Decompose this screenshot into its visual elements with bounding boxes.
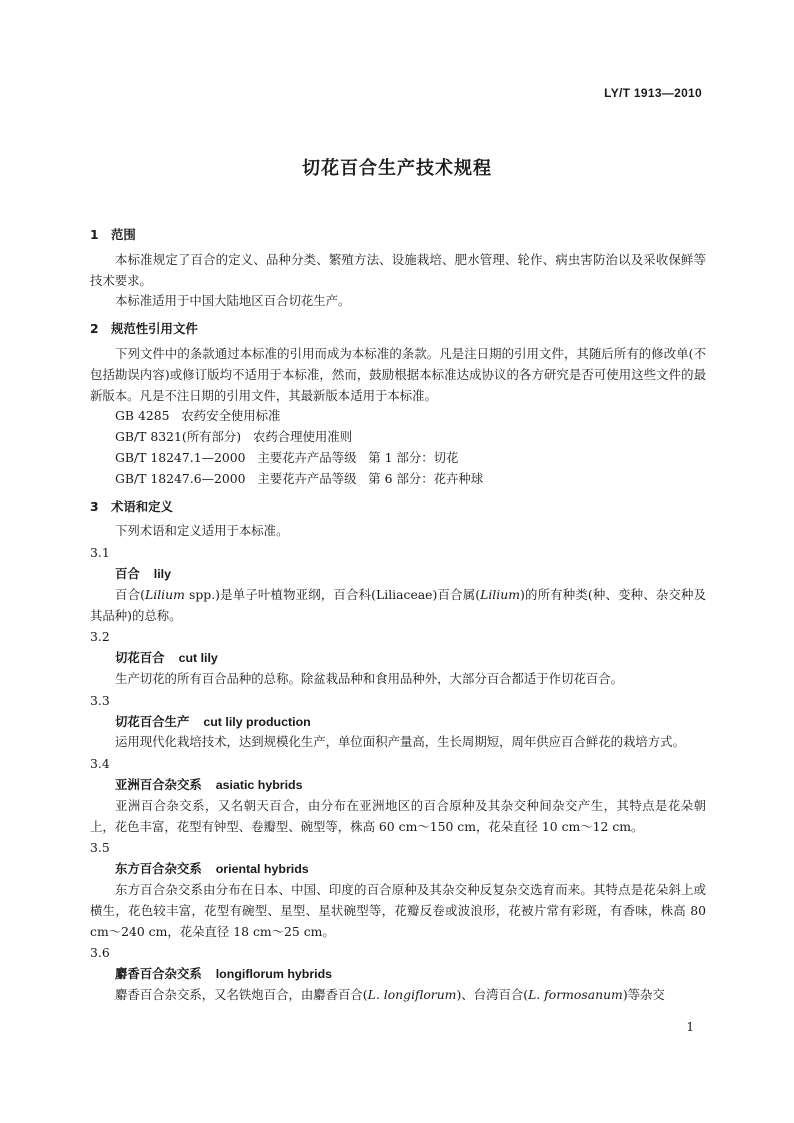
section-heading	[90, 225, 706, 246]
term-heading	[90, 648, 706, 669]
page-number: 1	[686, 1020, 694, 1034]
term-zh: 东方百合杂交系	[115, 861, 202, 877]
term-definition: 运用现代化栽培技术，达到规模化生产，单位面积产量高，生长周期短，周年供应百合鲜花的栽培方式。	[115, 734, 685, 750]
term-zh: 切花百合	[115, 650, 165, 666]
section-title: 术语和定义	[111, 498, 173, 514]
latin-name: Lilium	[480, 586, 520, 602]
term-definition: 麝香百合杂交系，又名铁炮百合，由麝香百合(L. longiflorum)、台湾百合(L. formosanum)等杂交	[115, 986, 665, 1002]
paragraph: 下列术语和定义适用于本标准。	[115, 523, 289, 539]
section-title: 范围	[111, 227, 136, 242]
document-title: 切花百合生产技术规程	[302, 158, 492, 179]
term-definition: 亚洲百合杂交系，又名朝天百合，由分布在亚洲地区的百合原种及其杂交种间杂交产生，其特点是花朵朝上，花色丰富，花型有钟型、卷瓣型、碗型等，株高 60 cm～150 cm，花朵直径 10 cm～12 cm。	[90, 797, 706, 834]
latin-name: L. longiflorum	[367, 986, 457, 1002]
latin-name: L. formosanum	[528, 986, 623, 1002]
reference-item: GB/T 18247.1—2000 主要花卉产品等级 第 1 部分：切花	[115, 449, 459, 465]
term-en: cut lily	[178, 651, 218, 666]
term-zh: 切花百合生产	[115, 713, 190, 729]
term-heading	[90, 964, 706, 985]
standard-code: LY/T 1913—2010	[604, 86, 702, 100]
term-en: cut lily production	[203, 714, 311, 729]
section-heading	[90, 497, 706, 518]
term-en: longiflorum hybrids	[215, 967, 333, 982]
section-title: 规范性引用文件	[111, 321, 198, 337]
clause-number: 3.2	[90, 629, 110, 645]
term-zh: 亚洲百合杂交系	[115, 776, 202, 792]
clause-number: 3.5	[90, 840, 110, 856]
paragraph: 本标准规定了百合的定义、品种分类、繁殖方法、设施栽培、肥水管理、轮作、病虫害防治以及采收保鲜等技术要求。	[90, 251, 706, 288]
term-heading	[90, 564, 706, 585]
term-definition: 百合(Lilium spp.)是单子叶植物亚纲，百合科(Liliaceae)百合属(Lilium)的所有种类(种、变种、杂交种及其品种)的总称。	[90, 586, 706, 623]
clause-number: 3.6	[90, 945, 110, 961]
term-definition: 东方百合杂交系由分布在日本、中国、印度的百合原种及其杂交种反复杂交选育而来。其特点是花朵斜上或横生，花色较丰富，花型有碗型、星型、星状碗型等，花瓣反卷或波浪形，花被片常有彩斑，有香味，株高 80 cm～240 cm，花朵直径 18 cm～25 cm。	[90, 881, 706, 939]
term-definition: 生产切花的所有百合品种的总称。除盆栽品种和食用品种外，大部分百合都适于作切花百合。	[115, 670, 624, 686]
clause-number: 3.3	[90, 692, 110, 708]
term-zh: 百合	[115, 565, 140, 581]
section-number: 1	[90, 227, 99, 242]
reference-item: GB 4285 农药安全使用标准	[115, 408, 281, 424]
section-number: 3	[90, 498, 99, 514]
term-zh: 麝香百合杂交系	[115, 966, 202, 982]
reference-item: GB/T 18247.6—2000 主要花卉产品等级 第 6 部分：花卉种球	[115, 470, 484, 486]
paragraph: 本标准适用于中国大陆地区百合切花生产。	[115, 293, 351, 309]
document-body	[90, 218, 706, 1006]
section-heading	[90, 319, 706, 340]
reference-item: GB/T 8321(所有部分) 农药合理使用准则	[115, 429, 353, 445]
latin-name: Lilium	[145, 586, 185, 602]
term-heading	[90, 712, 706, 733]
paragraph: 下列文件中的条款通过本标准的引用而成为本标准的条款。凡是注日期的引用文件，其随后所有的修改单(不包括勘误内容)或修订版均不适用于本标准，然而，鼓励根据本标准达成协议的各方研究是否可使用这些文件的最新版本。凡是不注日期的引用文件，其最新版本适用于本标准。	[90, 345, 706, 403]
term-en: lily	[153, 566, 171, 581]
term-en: asiatic hybrids	[215, 777, 303, 792]
clause-number: 3.1	[90, 545, 110, 561]
section-number: 2	[90, 321, 99, 337]
term-heading	[90, 859, 706, 880]
term-heading	[90, 775, 706, 796]
term-en: oriental hybrids	[215, 862, 309, 877]
clause-number: 3.4	[90, 756, 110, 772]
